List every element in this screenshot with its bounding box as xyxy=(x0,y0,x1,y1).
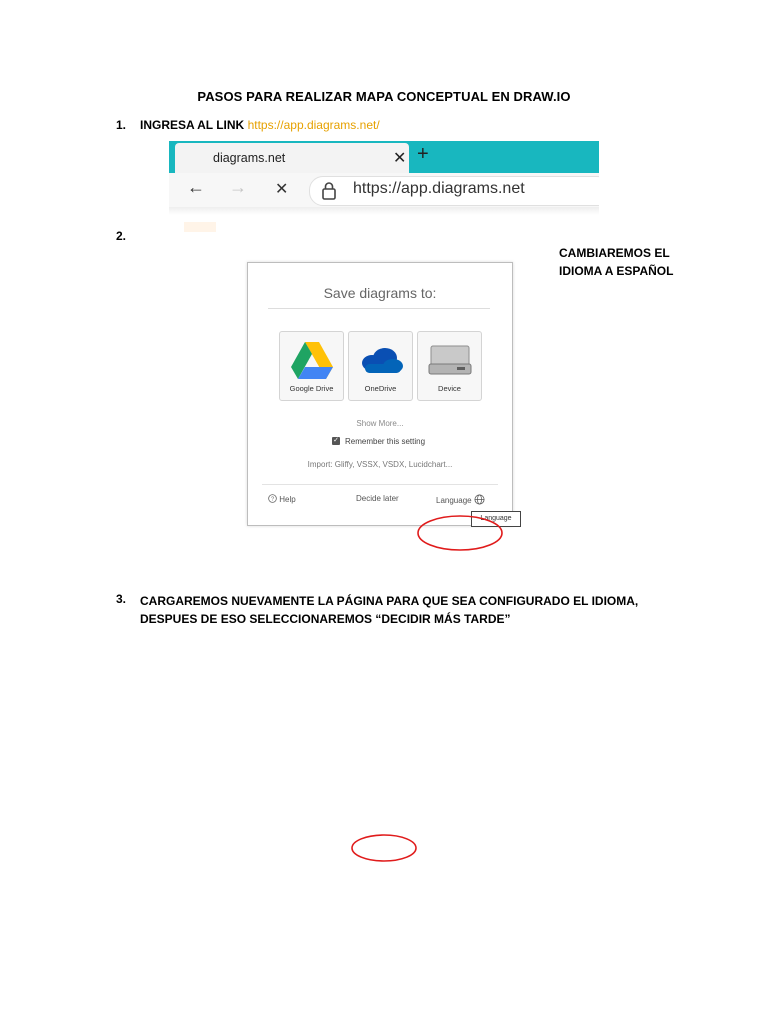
back-arrow-icon[interactable]: ← xyxy=(187,177,205,197)
hard-drive-icon xyxy=(427,342,473,383)
note-line-1: CAMBIAREMOS EL xyxy=(559,246,670,260)
screenshot-fragment xyxy=(184,222,216,232)
show-more-link[interactable]: Show More... xyxy=(356,419,404,428)
svg-text:?: ? xyxy=(270,496,275,503)
step-3-line-2-prefix: DESPUES DE ESO SELECCIONAREMOS “ xyxy=(140,612,382,626)
help-icon xyxy=(268,495,279,504)
browser-screenshot xyxy=(169,141,599,207)
lock-icon xyxy=(321,181,337,206)
option-label: Google Drive xyxy=(289,384,334,393)
onedrive-option[interactable] xyxy=(348,331,413,401)
screenshot-edge xyxy=(169,207,599,215)
google-drive-option[interactable] xyxy=(279,331,344,401)
google-drive-icon xyxy=(290,340,334,385)
globe-icon xyxy=(474,496,485,505)
device-option[interactable] xyxy=(417,331,482,401)
step-1-number: 1. xyxy=(116,118,127,132)
remember-checkbox[interactable]: ✓ xyxy=(333,437,339,444)
diagrams-link[interactable]: https://app.diagrams.net/ xyxy=(247,118,380,132)
option-label: OneDrive xyxy=(364,384,397,393)
import-link[interactable]: Import: Gliffy, VSSX, VSDX, Lucidchart... xyxy=(307,460,453,469)
new-tab-icon[interactable]: + xyxy=(417,143,429,165)
note-line-2: IDIOMA A ESPAÑOL xyxy=(559,264,674,278)
dialog-title: Save diagrams to: xyxy=(323,285,437,301)
decide-later-button[interactable]: Decide later xyxy=(356,494,399,503)
tab-close-icon[interactable]: ✕ xyxy=(393,150,407,167)
help-label: Help xyxy=(279,495,296,504)
step-1-text xyxy=(140,118,380,132)
onedrive-icon xyxy=(357,344,405,381)
help-button[interactable] xyxy=(268,494,296,504)
address-text: https://app.diagrams.net xyxy=(353,180,525,197)
step-3-line-1: CARGAREMOS NUEVAMENTE LA PÁGINA PARA QUE SEA CONFIGURADO EL IDIOMA, xyxy=(140,594,639,608)
save-diagrams-dialog xyxy=(247,262,513,526)
divider xyxy=(268,308,490,309)
highlight-circle-bottom xyxy=(348,831,420,865)
step-3-line-2-suffix: ” xyxy=(504,612,511,626)
step-3-line-2 xyxy=(140,610,700,628)
document-title: PASOS PARA REALIZAR MAPA CONCEPTUAL EN DRAW.IO xyxy=(197,89,571,104)
step-2-number: 2. xyxy=(116,229,127,243)
step-3-text xyxy=(140,592,700,628)
step-3-number: 3. xyxy=(116,592,127,606)
reload-stop-icon[interactable]: ✕ xyxy=(275,181,289,198)
language-tooltip: Language xyxy=(471,511,521,527)
highlight-circle-language xyxy=(414,512,506,554)
remember-label: Remember this setting xyxy=(345,437,426,446)
tab-title: diagrams.net xyxy=(213,151,286,165)
step-3-decide-later: DECIDIR MÁS TARDE xyxy=(381,612,505,626)
browser-tab[interactable] xyxy=(175,143,409,173)
language-button[interactable] xyxy=(436,494,485,505)
language-label: Language xyxy=(436,496,472,505)
forward-arrow-icon[interactable]: → xyxy=(229,177,247,197)
divider xyxy=(262,484,498,485)
step-1-label: INGRESA AL LINK xyxy=(140,118,245,132)
language-note xyxy=(559,244,739,280)
option-label: Device xyxy=(438,384,461,393)
